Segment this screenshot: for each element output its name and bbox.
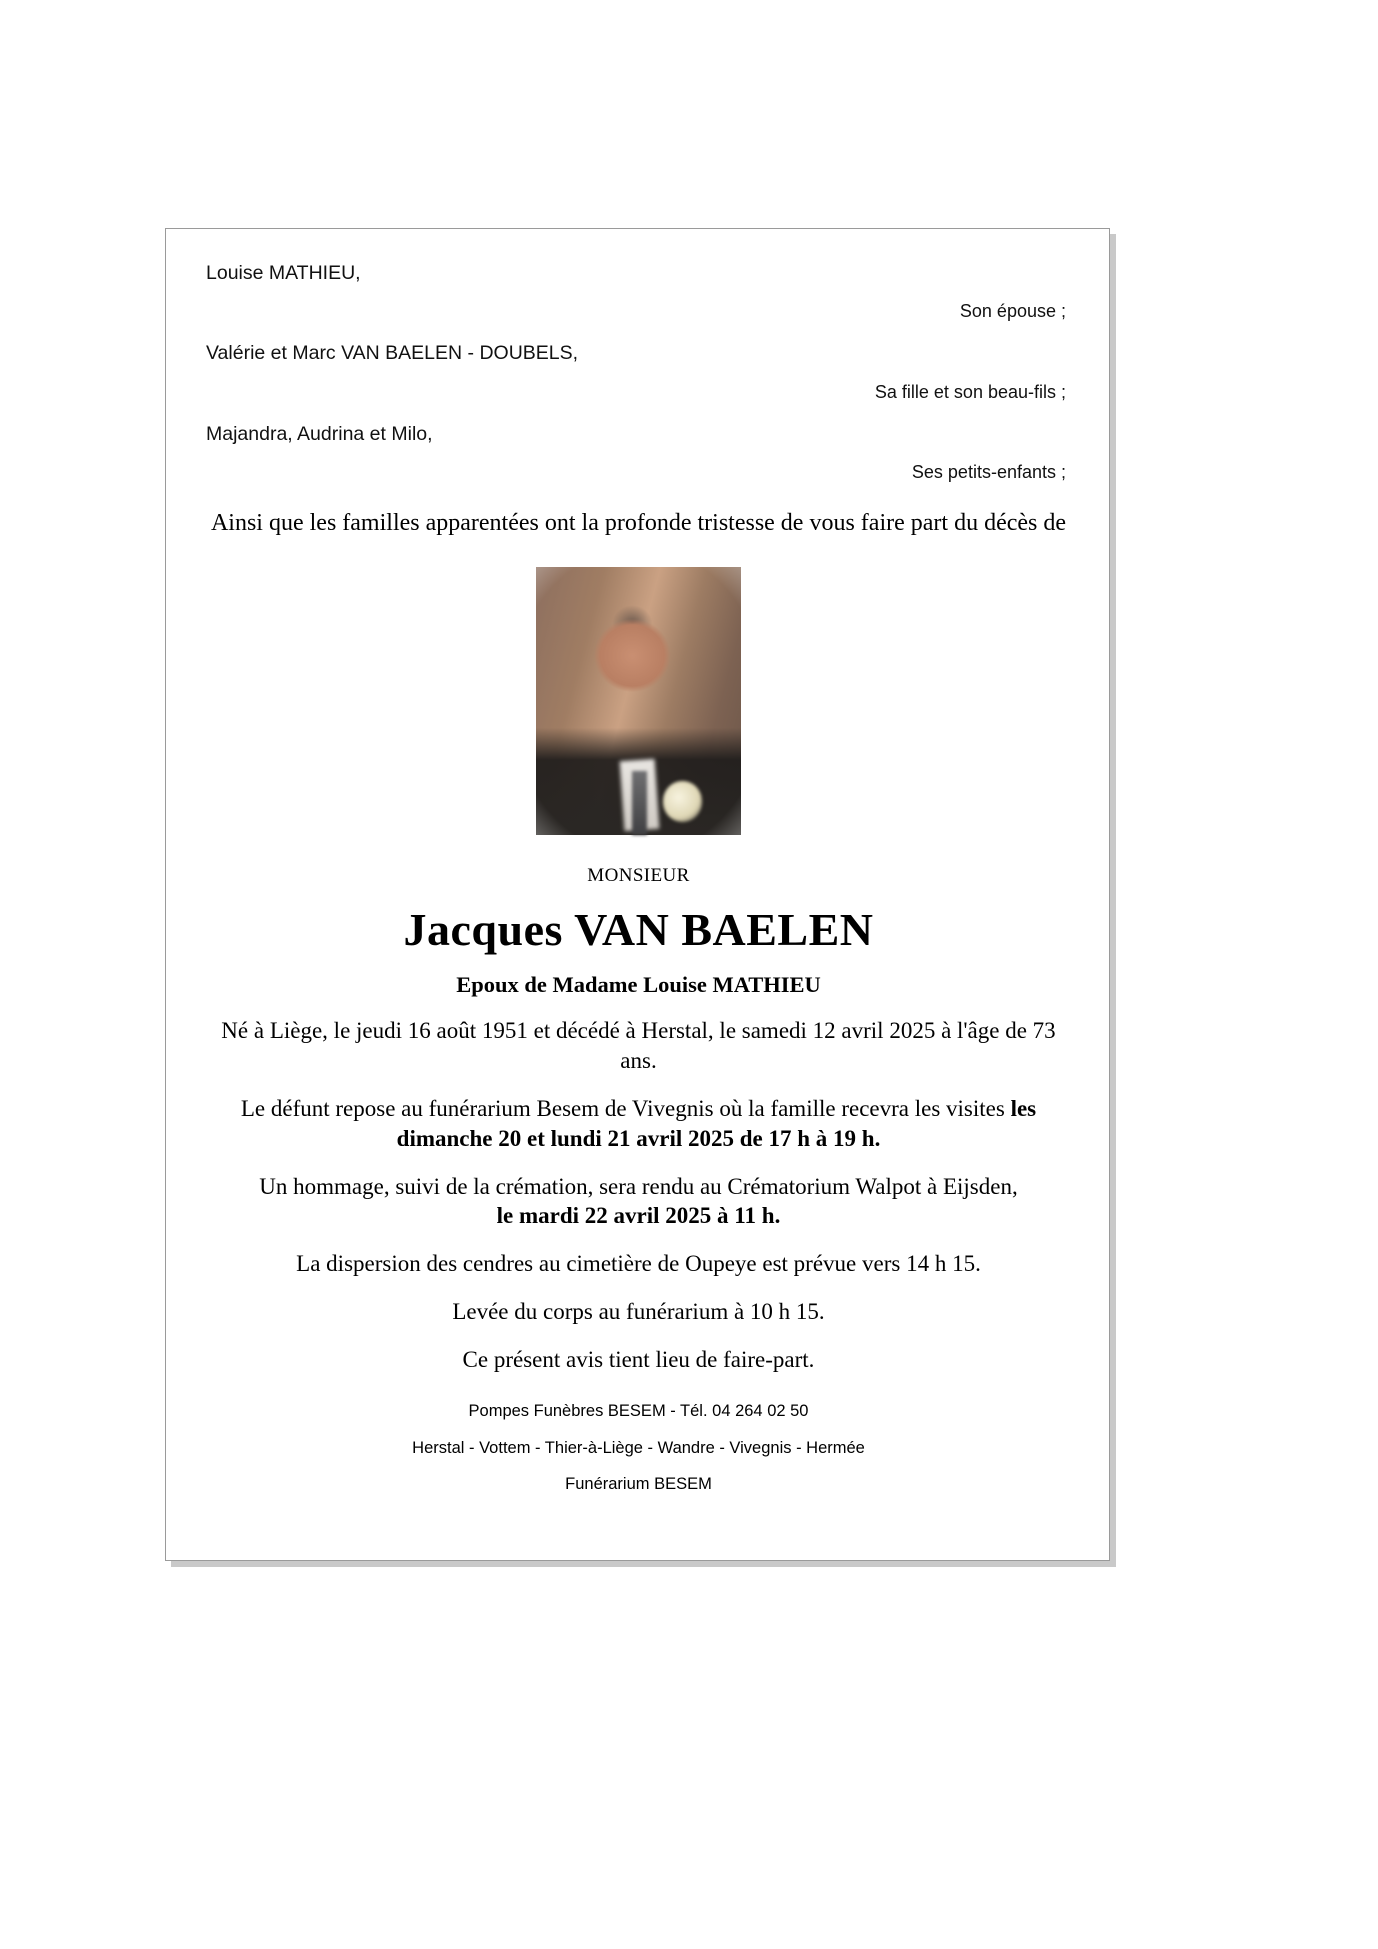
homage-text: Un hommage, suivi de la crémation, sera rendu au Crématorium Walpot à Eijsden, — [259, 1173, 1018, 1199]
portrait-image — [536, 567, 741, 835]
tie-detail — [632, 771, 646, 835]
homage-paragraph — [166, 1172, 1111, 1232]
family-member-relation: Ses petits-enfants ; — [911, 461, 1066, 482]
dispersion-paragraph: La dispersion des cendres au cimetière de Oupeye est prévue vers 14 h 15. — [296, 1251, 981, 1277]
family-block — [166, 229, 1111, 486]
footer-contact: Pompes Funèbres BESEM - Tél. 04 264 02 50 — [468, 1401, 809, 1420]
levee-paragraph: Levée du corps au funérarium à 10 h 15. — [452, 1299, 825, 1325]
family-member-name: Majandra, Audrina et Milo, — [206, 422, 433, 445]
notice-content — [166, 229, 1111, 1495]
birth-death-paragraph: Né à Liège, le jeudi 16 août 1951 et décédé à Herstal, le samedi 12 avril 2025 à l'âge de 73 ans. — [221, 1017, 1056, 1073]
family-entry — [206, 259, 1071, 325]
spouse-line: Epoux de Madame Louise MATHIEU — [456, 971, 821, 997]
funeral-home-footer — [166, 1401, 1111, 1495]
flower-detail — [663, 781, 702, 821]
visits-text: Le défunt repose au funérarium Besem de Vivegnis où la famille recevra les visites — [240, 1095, 1011, 1121]
family-member-name: Valérie et Marc VAN BAELEN - DOUBELS, — [206, 342, 579, 365]
family-entry — [206, 420, 1071, 486]
intro-text: Ainsi que les familles apparentées ont la profonde tristesse de vous faire part du décès de — [210, 509, 1067, 536]
footer-locations: Herstal - Vottem - Thier-à-Liège - Wandre - Vivegnis - Hermée — [412, 1438, 865, 1457]
family-member-relation: Son épouse ; — [959, 301, 1066, 322]
visits-schedule: les dimanche 20 et lundi 21 avril 2025 de 17 h à 19 h. — [396, 1095, 1037, 1151]
death-notice-card — [165, 228, 1110, 1561]
footer-funerarium: Funérarium BESEM — [565, 1475, 712, 1494]
family-member-relation: Sa fille et son beau-fils ; — [874, 381, 1066, 402]
portrait-photo — [536, 567, 741, 835]
honorific: MONSIEUR — [587, 864, 690, 886]
deceased-name: Jacques VAN BAELEN — [403, 903, 874, 955]
visits-paragraph — [166, 1094, 1111, 1154]
faire-part-paragraph: Ce présent avis tient lieu de faire-part. — [462, 1347, 815, 1373]
family-entry — [206, 339, 1071, 405]
homage-schedule: le mardi 22 avril 2025 à 11 h. — [496, 1203, 781, 1229]
family-member-name: Louise MATHIEU, — [206, 262, 361, 284]
